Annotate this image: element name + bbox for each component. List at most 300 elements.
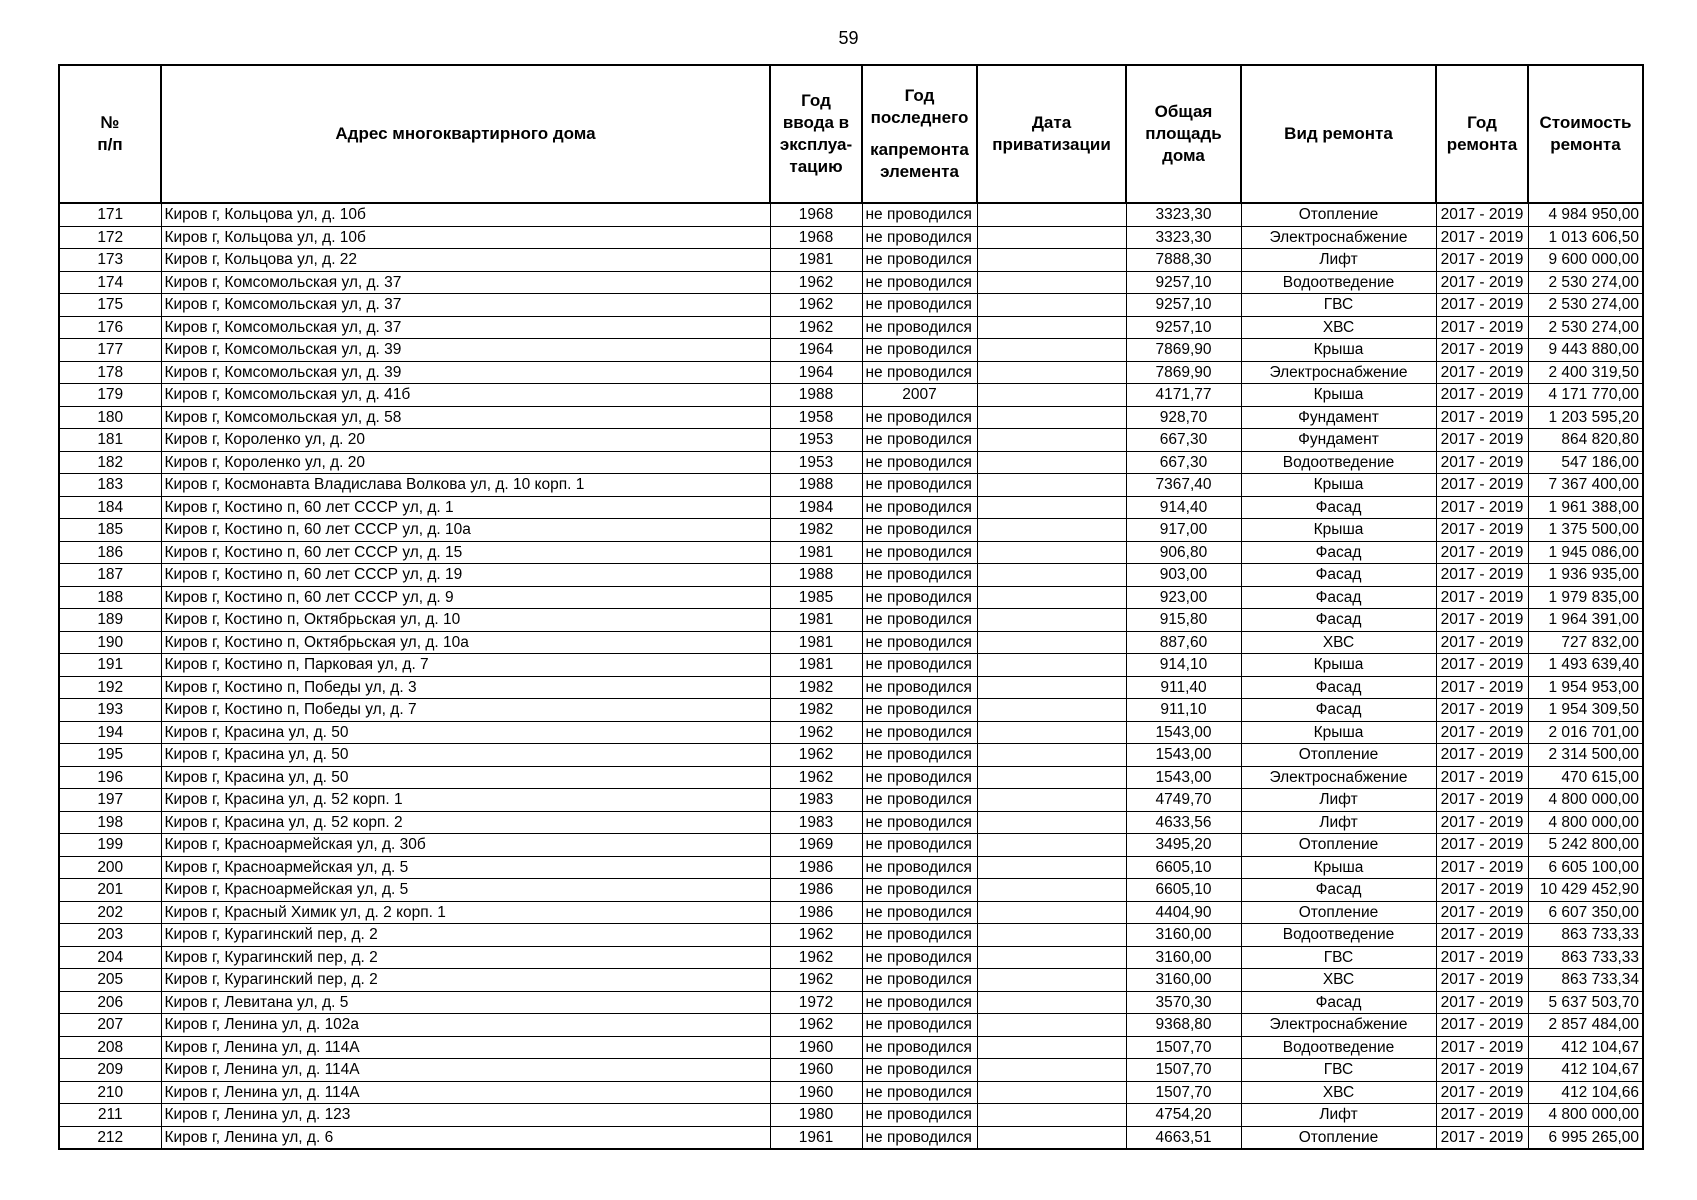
cell-repair-type: Водоотведение xyxy=(1241,1036,1436,1059)
cell-last-repair: не проводился xyxy=(862,316,977,339)
cell-year-built: 1986 xyxy=(770,879,862,902)
cell-area: 1507,70 xyxy=(1126,1036,1241,1059)
cell-repair-type: ХВС xyxy=(1241,1081,1436,1104)
table-row xyxy=(59,451,1643,474)
cell-address: Киров г, Комсомольская ул, д. 39 xyxy=(161,339,770,362)
cell-repair-year: 2017 - 2019 xyxy=(1436,496,1528,519)
cell-repair-year: 2017 - 2019 xyxy=(1436,901,1528,924)
header-privatization: Дата приватизации xyxy=(977,65,1126,203)
cell-num: 206 xyxy=(59,991,161,1014)
cell-last-repair: не проводился xyxy=(862,856,977,879)
cell-cost: 1 936 935,00 xyxy=(1528,564,1643,587)
cell-cost: 412 104,67 xyxy=(1528,1059,1643,1082)
cell-repair-year: 2017 - 2019 xyxy=(1436,744,1528,767)
cell-repair-year: 2017 - 2019 xyxy=(1436,969,1528,992)
cell-repair-type: Крыша xyxy=(1241,339,1436,362)
cell-num: 192 xyxy=(59,676,161,699)
cell-year-built: 1960 xyxy=(770,1081,862,1104)
table-row xyxy=(59,541,1643,564)
cell-cost: 4 800 000,00 xyxy=(1528,789,1643,812)
cell-repair-type: Фасад xyxy=(1241,541,1436,564)
cell-year-built: 1982 xyxy=(770,676,862,699)
cell-repair-year: 2017 - 2019 xyxy=(1436,721,1528,744)
cell-area: 914,40 xyxy=(1126,496,1241,519)
cell-repair-year: 2017 - 2019 xyxy=(1436,879,1528,902)
cell-cost: 863 733,33 xyxy=(1528,946,1643,969)
cell-year-built: 1988 xyxy=(770,564,862,587)
cell-address: Киров г, Костино п, Октябрьская ул, д. 10а xyxy=(161,631,770,654)
cell-num: 188 xyxy=(59,586,161,609)
cell-address: Киров г, Красина ул, д. 50 xyxy=(161,766,770,789)
cell-last-repair: не проводился xyxy=(862,429,977,452)
cell-address: Киров г, Костино п, 60 лет СССР ул, д. 15 xyxy=(161,541,770,564)
cell-area: 7869,90 xyxy=(1126,339,1241,362)
cell-area: 923,00 xyxy=(1126,586,1241,609)
cell-num: 199 xyxy=(59,834,161,857)
cell-repair-type: Электроснабжение xyxy=(1241,1014,1436,1037)
cell-repair-type: Отопление xyxy=(1241,901,1436,924)
cell-last-repair: не проводился xyxy=(862,676,977,699)
table-row xyxy=(59,249,1643,272)
cell-year-built: 1962 xyxy=(770,744,862,767)
cell-privatization xyxy=(977,541,1126,564)
cell-repair-year: 2017 - 2019 xyxy=(1436,1014,1528,1037)
cell-privatization xyxy=(977,1014,1126,1037)
table-row xyxy=(59,1036,1643,1059)
cell-cost: 1 945 086,00 xyxy=(1528,541,1643,564)
cell-cost: 4 984 950,00 xyxy=(1528,203,1643,226)
cell-cost: 9 600 000,00 xyxy=(1528,249,1643,272)
cell-area: 906,80 xyxy=(1126,541,1241,564)
cell-privatization xyxy=(977,294,1126,317)
cell-address: Киров г, Красина ул, д. 52 корп. 1 xyxy=(161,789,770,812)
cell-repair-type: Крыша xyxy=(1241,654,1436,677)
table-row xyxy=(59,496,1643,519)
repair-table xyxy=(58,64,1644,1150)
cell-area: 1543,00 xyxy=(1126,721,1241,744)
cell-area: 4171,77 xyxy=(1126,384,1241,407)
cell-num: 171 xyxy=(59,203,161,226)
cell-repair-type: Лифт xyxy=(1241,1104,1436,1127)
cell-year-built: 1972 xyxy=(770,991,862,1014)
table-row xyxy=(59,834,1643,857)
cell-year-built: 1988 xyxy=(770,384,862,407)
table-row xyxy=(59,744,1643,767)
cell-area: 4633,56 xyxy=(1126,811,1241,834)
cell-num: 189 xyxy=(59,609,161,632)
cell-cost: 412 104,67 xyxy=(1528,1036,1643,1059)
cell-repair-year: 2017 - 2019 xyxy=(1436,1104,1528,1127)
cell-cost: 6 995 265,00 xyxy=(1528,1126,1643,1149)
cell-privatization xyxy=(977,496,1126,519)
cell-privatization xyxy=(977,744,1126,767)
cell-cost: 1 954 953,00 xyxy=(1528,676,1643,699)
table-row xyxy=(59,789,1643,812)
cell-address: Киров г, Комсомольская ул, д. 37 xyxy=(161,294,770,317)
cell-num: 178 xyxy=(59,361,161,384)
cell-last-repair: не проводился xyxy=(862,519,977,542)
cell-repair-year: 2017 - 2019 xyxy=(1436,856,1528,879)
cell-num: 200 xyxy=(59,856,161,879)
cell-area: 4754,20 xyxy=(1126,1104,1241,1127)
cell-year-built: 1953 xyxy=(770,451,862,474)
cell-repair-type: Лифт xyxy=(1241,249,1436,272)
cell-cost: 2 857 484,00 xyxy=(1528,1014,1643,1037)
cell-area: 3323,30 xyxy=(1126,203,1241,226)
cell-repair-year: 2017 - 2019 xyxy=(1436,203,1528,226)
cell-repair-type: ГВС xyxy=(1241,1059,1436,1082)
cell-privatization xyxy=(977,519,1126,542)
cell-last-repair: не проводился xyxy=(862,924,977,947)
cell-cost: 9 443 880,00 xyxy=(1528,339,1643,362)
cell-repair-year: 2017 - 2019 xyxy=(1436,316,1528,339)
cell-privatization xyxy=(977,226,1126,249)
cell-area: 928,70 xyxy=(1126,406,1241,429)
cell-year-built: 1988 xyxy=(770,474,862,497)
cell-repair-year: 2017 - 2019 xyxy=(1436,676,1528,699)
cell-address: Киров г, Костино п, Победы ул, д. 7 xyxy=(161,699,770,722)
cell-repair-year: 2017 - 2019 xyxy=(1436,631,1528,654)
cell-last-repair: не проводился xyxy=(862,203,977,226)
table-row xyxy=(59,564,1643,587)
cell-address: Киров г, Костино п, 60 лет СССР ул, д. 10а xyxy=(161,519,770,542)
cell-address: Киров г, Курагинский пер, д. 2 xyxy=(161,969,770,992)
cell-area: 7888,30 xyxy=(1126,249,1241,272)
cell-repair-year: 2017 - 2019 xyxy=(1436,451,1528,474)
cell-address: Киров г, Комсомольская ул, д. 58 xyxy=(161,406,770,429)
table-row xyxy=(59,879,1643,902)
cell-cost: 1 203 595,20 xyxy=(1528,406,1643,429)
cell-cost: 2 530 274,00 xyxy=(1528,316,1643,339)
cell-privatization xyxy=(977,811,1126,834)
cell-year-built: 1981 xyxy=(770,541,862,564)
header-cost: Стоимость ремонта xyxy=(1528,65,1643,203)
cell-repair-year: 2017 - 2019 xyxy=(1436,991,1528,1014)
cell-last-repair: не проводился xyxy=(862,1014,977,1037)
cell-last-repair: не проводился xyxy=(862,339,977,362)
cell-cost: 2 530 274,00 xyxy=(1528,271,1643,294)
cell-num: 196 xyxy=(59,766,161,789)
cell-year-built: 1968 xyxy=(770,226,862,249)
cell-privatization xyxy=(977,1104,1126,1127)
cell-repair-type: Крыша xyxy=(1241,721,1436,744)
cell-privatization xyxy=(977,654,1126,677)
cell-num: 193 xyxy=(59,699,161,722)
cell-address: Киров г, Короленко ул, д. 20 xyxy=(161,429,770,452)
cell-last-repair: не проводился xyxy=(862,699,977,722)
cell-address: Киров г, Комсомольская ул, д. 37 xyxy=(161,271,770,294)
table-row xyxy=(59,811,1643,834)
cell-num: 198 xyxy=(59,811,161,834)
cell-num: 208 xyxy=(59,1036,161,1059)
cell-num: 177 xyxy=(59,339,161,362)
cell-address: Киров г, Короленко ул, д. 20 xyxy=(161,451,770,474)
cell-address: Киров г, Комсомольская ул, д. 41б xyxy=(161,384,770,407)
cell-num: 210 xyxy=(59,1081,161,1104)
cell-num: 172 xyxy=(59,226,161,249)
cell-area: 903,00 xyxy=(1126,564,1241,587)
cell-repair-year: 2017 - 2019 xyxy=(1436,1036,1528,1059)
cell-area: 3160,00 xyxy=(1126,946,1241,969)
cell-address: Киров г, Комсомольская ул, д. 39 xyxy=(161,361,770,384)
cell-year-built: 1980 xyxy=(770,1104,862,1127)
cell-num: 195 xyxy=(59,744,161,767)
cell-repair-type: Крыша xyxy=(1241,856,1436,879)
cell-year-built: 1981 xyxy=(770,609,862,632)
cell-cost: 2 530 274,00 xyxy=(1528,294,1643,317)
table-row xyxy=(59,406,1643,429)
cell-last-repair: не проводился xyxy=(862,609,977,632)
cell-last-repair: не проводился xyxy=(862,451,977,474)
cell-repair-type: ГВС xyxy=(1241,294,1436,317)
table-row xyxy=(59,519,1643,542)
cell-repair-type: ГВС xyxy=(1241,946,1436,969)
table-row xyxy=(59,226,1643,249)
cell-privatization xyxy=(977,271,1126,294)
cell-last-repair: не проводился xyxy=(862,1036,977,1059)
cell-last-repair: не проводился xyxy=(862,744,977,767)
cell-address: Киров г, Костино п, 60 лет СССР ул, д. 1 xyxy=(161,496,770,519)
header-repair-type: Вид ремонта xyxy=(1241,65,1436,203)
cell-repair-type: Фасад xyxy=(1241,609,1436,632)
table-header-row xyxy=(59,65,1643,203)
cell-year-built: 1969 xyxy=(770,834,862,857)
table-row xyxy=(59,1126,1643,1149)
cell-address: Киров г, Космонавта Владислава Волкова ул, д. 10 корп. 1 xyxy=(161,474,770,497)
cell-area: 1507,70 xyxy=(1126,1059,1241,1082)
cell-num: 179 xyxy=(59,384,161,407)
cell-address: Киров г, Ленина ул, д. 114А xyxy=(161,1036,770,1059)
cell-num: 186 xyxy=(59,541,161,564)
cell-repair-year: 2017 - 2019 xyxy=(1436,429,1528,452)
cell-year-built: 1964 xyxy=(770,339,862,362)
cell-cost: 4 800 000,00 xyxy=(1528,1104,1643,1127)
table-row xyxy=(59,856,1643,879)
cell-privatization xyxy=(977,946,1126,969)
cell-last-repair: не проводился xyxy=(862,271,977,294)
cell-address: Киров г, Курагинский пер, д. 2 xyxy=(161,946,770,969)
cell-address: Киров г, Ленина ул, д. 114А xyxy=(161,1081,770,1104)
cell-area: 9257,10 xyxy=(1126,271,1241,294)
cell-last-repair: не проводился xyxy=(862,1081,977,1104)
cell-area: 911,10 xyxy=(1126,699,1241,722)
cell-repair-type: Фасад xyxy=(1241,586,1436,609)
cell-repair-type: Водоотведение xyxy=(1241,271,1436,294)
cell-repair-year: 2017 - 2019 xyxy=(1436,294,1528,317)
cell-privatization xyxy=(977,721,1126,744)
cell-num: 201 xyxy=(59,879,161,902)
cell-cost: 547 186,00 xyxy=(1528,451,1643,474)
cell-year-built: 1964 xyxy=(770,361,862,384)
cell-repair-year: 2017 - 2019 xyxy=(1436,474,1528,497)
cell-privatization xyxy=(977,249,1126,272)
cell-privatization xyxy=(977,699,1126,722)
cell-repair-type: Электроснабжение xyxy=(1241,226,1436,249)
cell-privatization xyxy=(977,1081,1126,1104)
cell-repair-type: Крыша xyxy=(1241,519,1436,542)
cell-cost: 4 171 770,00 xyxy=(1528,384,1643,407)
cell-repair-year: 2017 - 2019 xyxy=(1436,924,1528,947)
table-row xyxy=(59,991,1643,1014)
cell-last-repair: 2007 xyxy=(862,384,977,407)
cell-num: 180 xyxy=(59,406,161,429)
cell-repair-type: Фасад xyxy=(1241,676,1436,699)
cell-address: Киров г, Костино п, Октябрьская ул, д. 10 xyxy=(161,609,770,632)
cell-address: Киров г, Кольцова ул, д. 10б xyxy=(161,203,770,226)
cell-repair-year: 2017 - 2019 xyxy=(1436,361,1528,384)
cell-repair-type: Фасад xyxy=(1241,991,1436,1014)
cell-cost: 1 979 835,00 xyxy=(1528,586,1643,609)
cell-repair-year: 2017 - 2019 xyxy=(1436,249,1528,272)
cell-privatization xyxy=(977,451,1126,474)
cell-area: 917,00 xyxy=(1126,519,1241,542)
cell-cost: 5 637 503,70 xyxy=(1528,991,1643,1014)
cell-last-repair: не проводился xyxy=(862,879,977,902)
cell-area: 887,60 xyxy=(1126,631,1241,654)
cell-year-built: 1981 xyxy=(770,631,862,654)
table-row xyxy=(59,676,1643,699)
cell-repair-type: Фасад xyxy=(1241,564,1436,587)
cell-area: 4404,90 xyxy=(1126,901,1241,924)
cell-area: 9257,10 xyxy=(1126,294,1241,317)
table-row xyxy=(59,946,1643,969)
cell-year-built: 1960 xyxy=(770,1036,862,1059)
cell-year-built: 1981 xyxy=(770,249,862,272)
cell-num: 205 xyxy=(59,969,161,992)
table-row xyxy=(59,429,1643,452)
table-row xyxy=(59,1104,1643,1127)
cell-num: 181 xyxy=(59,429,161,452)
cell-num: 207 xyxy=(59,1014,161,1037)
cell-privatization xyxy=(977,969,1126,992)
cell-num: 191 xyxy=(59,654,161,677)
table-row xyxy=(59,361,1643,384)
cell-address: Киров г, Ленина ул, д. 123 xyxy=(161,1104,770,1127)
header-last-repair: Год последнего капремонта элемента xyxy=(862,65,977,203)
cell-address: Киров г, Костино п, Победы ул, д. 3 xyxy=(161,676,770,699)
cell-repair-year: 2017 - 2019 xyxy=(1436,946,1528,969)
table-row xyxy=(59,766,1643,789)
cell-repair-year: 2017 - 2019 xyxy=(1436,271,1528,294)
cell-last-repair: не проводился xyxy=(862,541,977,564)
cell-year-built: 1962 xyxy=(770,1014,862,1037)
cell-year-built: 1986 xyxy=(770,856,862,879)
cell-address: Киров г, Красный Химик ул, д. 2 корп. 1 xyxy=(161,901,770,924)
header-repair-year: Год ремонта xyxy=(1436,65,1528,203)
cell-area: 6605,10 xyxy=(1126,856,1241,879)
cell-area: 6605,10 xyxy=(1126,879,1241,902)
page-number: 59 xyxy=(838,28,859,48)
cell-num: 184 xyxy=(59,496,161,519)
table-row xyxy=(59,609,1643,632)
cell-area: 911,40 xyxy=(1126,676,1241,699)
cell-repair-type: ХВС xyxy=(1241,631,1436,654)
cell-address: Киров г, Кольцова ул, д. 22 xyxy=(161,249,770,272)
table-row xyxy=(59,924,1643,947)
cell-privatization xyxy=(977,1126,1126,1149)
cell-last-repair: не проводился xyxy=(862,654,977,677)
cell-area: 667,30 xyxy=(1126,429,1241,452)
cell-address: Киров г, Кольцова ул, д. 10б xyxy=(161,226,770,249)
table-row xyxy=(59,699,1643,722)
cell-year-built: 1962 xyxy=(770,969,862,992)
cell-repair-type: Отопление xyxy=(1241,203,1436,226)
cell-repair-year: 2017 - 2019 xyxy=(1436,541,1528,564)
cell-last-repair: не проводился xyxy=(862,789,977,812)
cell-address: Киров г, Красина ул, д. 52 корп. 2 xyxy=(161,811,770,834)
cell-last-repair: не проводился xyxy=(862,901,977,924)
cell-repair-year: 2017 - 2019 xyxy=(1436,1059,1528,1082)
cell-num: 203 xyxy=(59,924,161,947)
cell-address: Киров г, Красноармейская ул, д. 5 xyxy=(161,879,770,902)
table-body xyxy=(59,203,1643,1149)
cell-privatization xyxy=(977,339,1126,362)
cell-repair-type: ХВС xyxy=(1241,969,1436,992)
cell-repair-type: Электроснабжение xyxy=(1241,361,1436,384)
cell-privatization xyxy=(977,609,1126,632)
cell-privatization xyxy=(977,856,1126,879)
cell-num: 212 xyxy=(59,1126,161,1149)
cell-cost: 1 954 309,50 xyxy=(1528,699,1643,722)
cell-privatization xyxy=(977,1036,1126,1059)
cell-privatization xyxy=(977,429,1126,452)
cell-repair-year: 2017 - 2019 xyxy=(1436,1081,1528,1104)
cell-num: 194 xyxy=(59,721,161,744)
cell-last-repair: не проводился xyxy=(862,721,977,744)
cell-privatization xyxy=(977,879,1126,902)
table-row xyxy=(59,339,1643,362)
cell-last-repair: не проводился xyxy=(862,226,977,249)
cell-area: 915,80 xyxy=(1126,609,1241,632)
cell-last-repair: не проводился xyxy=(862,294,977,317)
cell-privatization xyxy=(977,901,1126,924)
cell-cost: 2 314 500,00 xyxy=(1528,744,1643,767)
cell-repair-type: Фундамент xyxy=(1241,406,1436,429)
cell-area: 1507,70 xyxy=(1126,1081,1241,1104)
cell-year-built: 1962 xyxy=(770,721,862,744)
cell-last-repair: не проводился xyxy=(862,811,977,834)
cell-year-built: 1962 xyxy=(770,294,862,317)
cell-repair-type: ХВС xyxy=(1241,316,1436,339)
cell-cost: 2 400 319,50 xyxy=(1528,361,1643,384)
header-year-built: Год ввода в эксплуа- тацию xyxy=(770,65,862,203)
cell-area: 3160,00 xyxy=(1126,969,1241,992)
cell-num: 197 xyxy=(59,789,161,812)
header-num: № п/п xyxy=(59,65,161,203)
cell-address: Киров г, Ленина ул, д. 102а xyxy=(161,1014,770,1037)
cell-area: 7869,90 xyxy=(1126,361,1241,384)
cell-repair-year: 2017 - 2019 xyxy=(1436,406,1528,429)
cell-num: 202 xyxy=(59,901,161,924)
cell-area: 3160,00 xyxy=(1126,924,1241,947)
cell-num: 183 xyxy=(59,474,161,497)
cell-repair-type: Фасад xyxy=(1241,879,1436,902)
cell-year-built: 1982 xyxy=(770,699,862,722)
cell-cost: 1 961 388,00 xyxy=(1528,496,1643,519)
cell-repair-type: Водоотведение xyxy=(1241,451,1436,474)
table-row xyxy=(59,1014,1643,1037)
table-row xyxy=(59,969,1643,992)
cell-last-repair: не проводился xyxy=(862,946,977,969)
cell-year-built: 1983 xyxy=(770,811,862,834)
cell-repair-year: 2017 - 2019 xyxy=(1436,384,1528,407)
cell-privatization xyxy=(977,474,1126,497)
cell-address: Киров г, Ленина ул, д. 114А xyxy=(161,1059,770,1082)
cell-area: 9257,10 xyxy=(1126,316,1241,339)
cell-year-built: 1962 xyxy=(770,946,862,969)
cell-last-repair: не проводился xyxy=(862,474,977,497)
table-row xyxy=(59,294,1643,317)
